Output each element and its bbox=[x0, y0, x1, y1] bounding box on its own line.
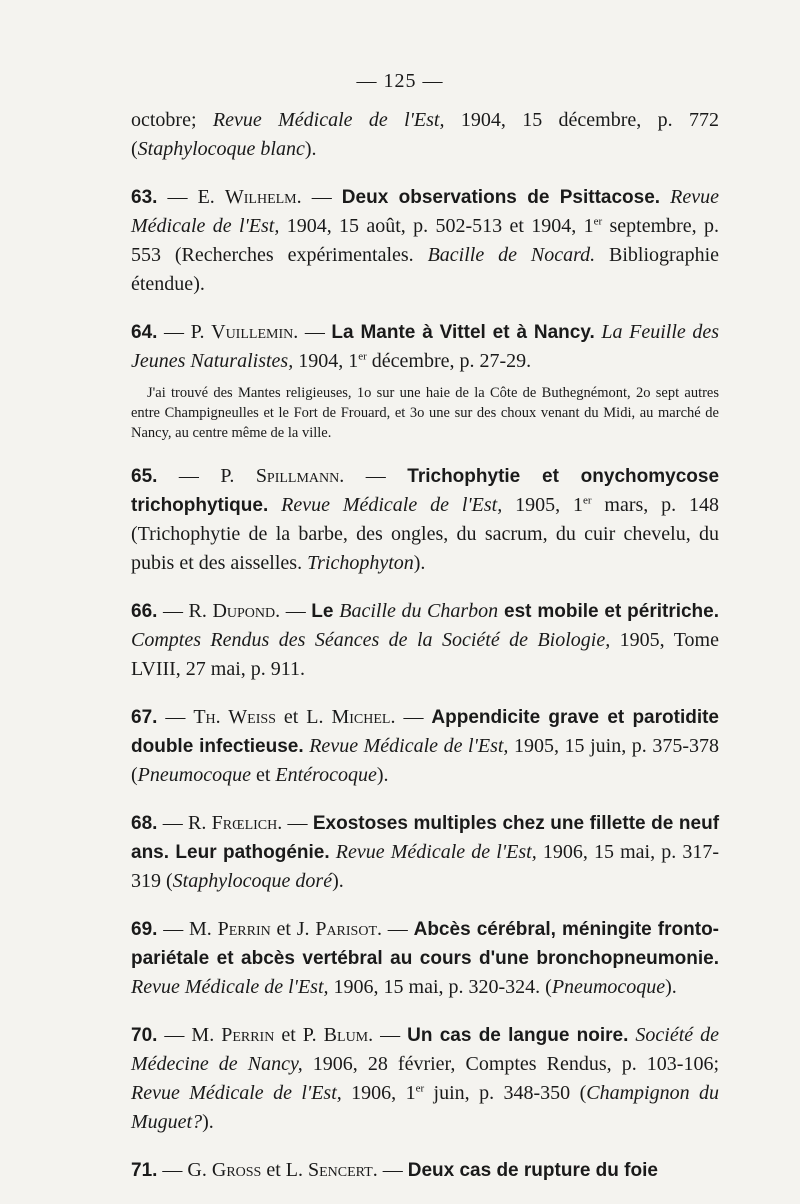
bibliography-entry-67 bbox=[131, 703, 719, 790]
entry-title: Exostoses multiples chez une fillette de neuf ans. Leur pathogénie. bbox=[131, 813, 720, 863]
entry-number: 63. bbox=[131, 187, 158, 208]
author-name: Th. Weiss bbox=[193, 706, 276, 728]
entry-text: 1904, 1 bbox=[293, 350, 359, 372]
bibliography-list bbox=[131, 106, 719, 1204]
author-name: Sencert bbox=[308, 1159, 373, 1181]
bibliography-entry-71 bbox=[131, 1156, 719, 1185]
italic-text: Pneumocoque bbox=[551, 976, 666, 998]
entry-text bbox=[660, 186, 670, 208]
superscript: er bbox=[582, 494, 592, 507]
entry-title: Deux cas de rupture du foie bbox=[407, 1160, 658, 1181]
entry-text: 1906, 1 bbox=[341, 1082, 416, 1104]
entry-text: . — bbox=[390, 706, 432, 728]
entry-text: et J. bbox=[270, 918, 316, 940]
entry-text: — R. bbox=[157, 812, 212, 834]
author-name: Frœlich bbox=[211, 812, 278, 834]
italic-text: Bacille du Charbon bbox=[339, 600, 499, 622]
entry-text: ). bbox=[665, 976, 677, 998]
italic-text: Revue Médicale de l'Est, bbox=[131, 186, 720, 237]
italic-text: Revue Médicale de l'Est, bbox=[212, 109, 445, 131]
italic-text: Société de Médecine de Nancy, bbox=[131, 1024, 720, 1075]
italic-text: Comptes Rendus des Séances de la Société de Biologie, bbox=[131, 629, 611, 651]
italic-text: Revue Médicale de l'Est, bbox=[281, 494, 503, 516]
entry-number: 70. bbox=[131, 1025, 158, 1046]
italic-text: Champignon du Muguet? bbox=[131, 1082, 719, 1133]
entry-text: 1904, 15 août, p. 502-513 et 1904, 1 bbox=[279, 215, 594, 237]
entry-title: est mobile et péritriche. bbox=[498, 601, 720, 622]
italic-text: Revue Médicale de l'Est, bbox=[335, 841, 537, 863]
entry-number: 64. bbox=[131, 322, 158, 343]
bibliography-entry-64 bbox=[131, 318, 719, 376]
entry-text: . — bbox=[296, 186, 342, 208]
entry-text: — M. bbox=[157, 918, 218, 940]
italic-text: Bacille de Nocard. bbox=[427, 244, 596, 266]
entry-text: . — bbox=[372, 1159, 408, 1181]
entry-text: . — bbox=[339, 465, 408, 487]
entry-title: Abcès cérébral, méningite fronto-pariétale et abcès vertébral au cours d'une bronchopneumonie. bbox=[131, 919, 719, 969]
superscript: er bbox=[593, 215, 603, 228]
entry-text: 1906, 15 mai, p. 320-324. ( bbox=[328, 976, 552, 998]
entry-text: et bbox=[250, 764, 276, 786]
entry-number: 71. bbox=[131, 1160, 158, 1181]
entry-text: 1904, 15 décembre, p. 772 ( bbox=[131, 109, 719, 160]
entry-text: . — bbox=[368, 1024, 408, 1046]
author-name: Perrin bbox=[217, 918, 271, 940]
italic-text: La Feuille des Jeunes Naturalistes, bbox=[131, 321, 720, 372]
entry-title: Le bbox=[311, 601, 340, 622]
entry-text: — P. bbox=[157, 321, 212, 343]
entry-text: et bbox=[275, 706, 307, 728]
entry-text: — G. bbox=[157, 1159, 212, 1181]
entry-text: et L. bbox=[261, 1159, 308, 1181]
entry-text: . — bbox=[377, 918, 414, 940]
entry-title: Trichophytie et onychomycose trichophytique. bbox=[131, 466, 720, 516]
entry-text: 1906, 15 mai, p. 317-319 ( bbox=[131, 841, 720, 892]
entry-number: 68. bbox=[131, 813, 158, 834]
italic-text: Staphylocoque doré bbox=[172, 870, 333, 892]
entry-text: . — bbox=[277, 812, 313, 834]
entry-title: Deux observations de Psittacose. bbox=[341, 187, 661, 208]
entry-text: — P. bbox=[157, 465, 256, 487]
entry-text bbox=[268, 494, 281, 516]
entry-text: mars, p. 148 (Trichophytie de la barbe, des ongles, du sacrum, du cuir chevelu, du pubis et des aisselles. bbox=[131, 494, 719, 574]
entry-text: . — bbox=[275, 600, 312, 622]
superscript: er bbox=[358, 350, 367, 363]
entry-text: — bbox=[157, 706, 194, 728]
italic-text: Revue Médicale de l'Est, bbox=[131, 1082, 342, 1104]
italic-text: Staphylocoque blanc bbox=[137, 138, 305, 160]
bibliography-entry-66 bbox=[131, 597, 719, 684]
entry-note: J'ai trouvé des Mantes religieuses, 1o sur une haie de la Côte de Buthegnémont, 2o sept autres entre Champigneulles et le Fort de Frouard, et 3o une sur des choux venant du Midi, au marché de Nancy, au centre même de la ville. bbox=[131, 385, 719, 441]
entry-number: 69. bbox=[131, 919, 158, 940]
bibliography-entry-70 bbox=[131, 1021, 719, 1137]
entry-text: décembre, p. 27-29. bbox=[366, 350, 532, 372]
entry-title: Appendicite grave et parotidite double infectieuse. bbox=[131, 707, 720, 757]
bibliography-entry-68 bbox=[131, 809, 719, 896]
entry-text: 1906, 28 février, Comptes Rendus, p. 103-106; bbox=[302, 1053, 720, 1075]
italic-text: Entérocoque bbox=[275, 764, 377, 786]
author-name: Gross bbox=[211, 1159, 262, 1181]
author-name: Perrin bbox=[221, 1024, 275, 1046]
entry-text: octobre; bbox=[131, 109, 213, 131]
entry-text: ). bbox=[332, 870, 344, 892]
entry-text: et P. bbox=[274, 1024, 324, 1046]
author-name: Parisot bbox=[315, 918, 378, 940]
author-name: Blum bbox=[323, 1024, 369, 1046]
author-name: Vuillemin bbox=[211, 321, 294, 343]
entry-number: 66. bbox=[131, 601, 158, 622]
entry-text: 1905, Tome LVIII, 27 mai, p. 911. bbox=[131, 629, 719, 680]
entry-title: Un cas de langue noire. bbox=[407, 1025, 629, 1046]
entry-text: ). bbox=[202, 1111, 214, 1133]
author-name: L. Michel bbox=[306, 706, 391, 728]
entry-text: 1905, 1 bbox=[502, 494, 583, 516]
entry-text: — E. bbox=[157, 186, 225, 208]
author-name: Dupond bbox=[212, 600, 276, 622]
bibliography-entry-cont bbox=[131, 106, 719, 164]
italic-text: Trichophyton bbox=[307, 552, 414, 574]
author-name: Wilhelm bbox=[224, 186, 297, 208]
entry-number: 65. bbox=[131, 466, 158, 487]
entry-number: 67. bbox=[131, 707, 158, 728]
bibliography-entry-69 bbox=[131, 915, 719, 1002]
page-number: — 125 — bbox=[356, 70, 444, 92]
italic-text: Revue Médicale de l'Est, bbox=[131, 976, 329, 998]
entry-text: — M. bbox=[157, 1024, 222, 1046]
entry-text: ). bbox=[376, 764, 389, 786]
entry-text: Bibliographie étendue). bbox=[131, 244, 719, 295]
italic-text: Pneumocoque bbox=[137, 764, 251, 786]
entry-text: . — bbox=[293, 321, 332, 343]
author-name: Spillmann bbox=[255, 465, 340, 487]
entry-text: ). bbox=[413, 552, 426, 574]
entry-text: — R. bbox=[157, 600, 213, 622]
entry-text: septembre, p. 553 (Recherches expérimentales. bbox=[131, 215, 720, 266]
superscript: er bbox=[415, 1082, 425, 1095]
entry-text: 1905, 15 juin, p. 375-378 ( bbox=[131, 735, 719, 786]
entry-text: juin, p. 348-350 ( bbox=[424, 1082, 587, 1104]
entry-title: La Mante à Vittel et à Nancy. bbox=[331, 322, 595, 343]
bibliography-entry-65 bbox=[131, 462, 719, 578]
italic-text: Revue Médicale de l'Est, bbox=[309, 735, 509, 757]
entry-text: ). bbox=[304, 138, 317, 160]
bibliography-entry-63 bbox=[131, 183, 719, 299]
